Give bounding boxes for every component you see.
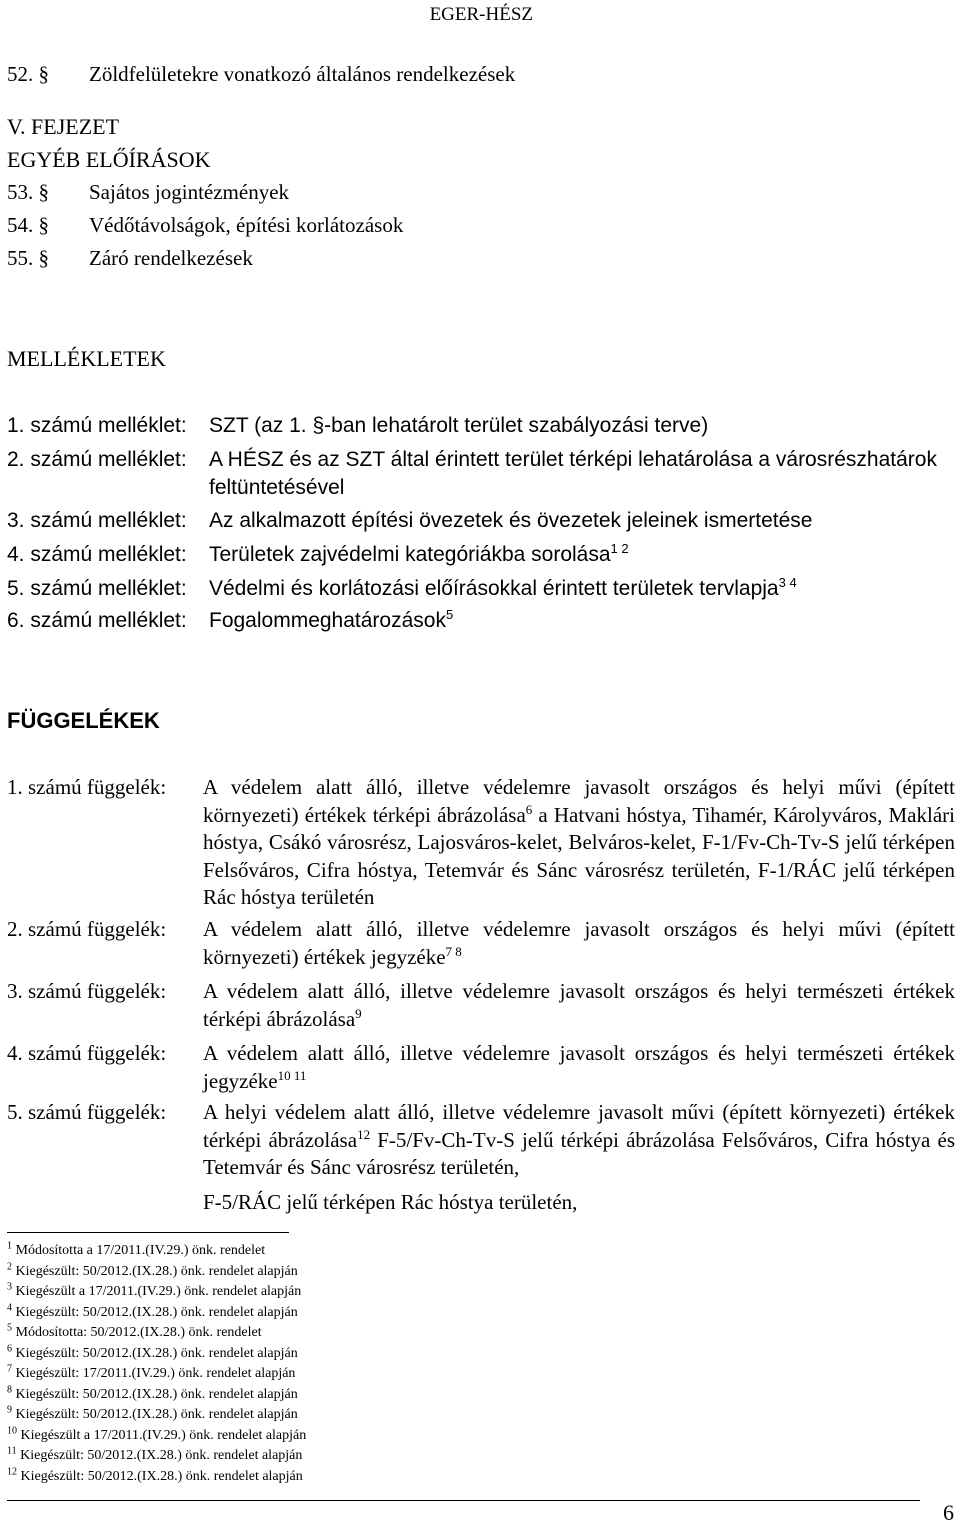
fuggelek-label: 4. számú függelék: (7, 1041, 167, 1065)
chapter-title: EGYÉB ELŐÍRÁSOK (7, 147, 211, 172)
fuggelek-item (7, 1040, 955, 1095)
page-number: 6 (943, 1500, 954, 1525)
footnote-separator (7, 1232, 289, 1233)
section-number: 52. § (7, 62, 49, 86)
fuggelek-text (203, 1099, 955, 1182)
melleklet-label: 1. számú melléklet: (7, 414, 187, 437)
melleklet-item (7, 448, 937, 472)
section-item (7, 213, 403, 238)
footnote-ref: 3 4 (778, 575, 797, 590)
section-label: Záró rendelkezések (89, 246, 253, 270)
melleklet-text: Védelmi és korlátozási előírásokkal érintett területek tervlapja (209, 577, 779, 600)
fuggelek-text-a: A védelem alatt álló, illetve védelemre javasolt országos és helyi természeti értékek jegyzéke (203, 1041, 955, 1093)
section-item (7, 246, 253, 271)
footnote-text: Kiegészült: 50/2012.(IX.28.) önk. rendelet alapján (15, 1386, 298, 1402)
melleklet-label: 2. számú melléklet: (7, 448, 187, 471)
melleklet-item (7, 543, 629, 567)
footnote-text: Kiegészült: 50/2012.(IX.28.) önk. rendelet alapján (15, 1407, 298, 1422)
fuggelekek-heading: FÜGGELÉKEK (7, 708, 160, 733)
melleklet-text-continued: feltüntetésével (209, 476, 345, 499)
section-label: Védőtávolságok, építési korlátozások (89, 213, 404, 237)
footnote-ref: 5 (445, 607, 454, 622)
footnote (7, 1282, 306, 1303)
mellekletek-heading: MELLÉKLETEK (7, 346, 166, 371)
footnote-text: Kiegészült a 17/2011.(IV.29.) önk. rendelet alapján (15, 1284, 302, 1299)
melleklet-item (7, 609, 453, 633)
footnote-text: Kiegészült: 50/2012.(IX.28.) önk. rendelet alapján (20, 1468, 303, 1484)
section-number: 55. § (7, 246, 49, 270)
melleklet-label: 3. számú melléklet: (7, 509, 187, 532)
footnote-text: Módosította a 17/2011.(IV.29.) önk. rendelet (15, 1243, 266, 1258)
section-label: Zöldfelületekre vonatkozó általános rendelkezések (89, 62, 516, 86)
footnote-number: 12 (7, 1465, 17, 1477)
footnote (7, 1241, 306, 1262)
footnote (7, 1405, 306, 1426)
fuggelek-text-b: a Hatvani hóstya, Tihamér, Károlyváros, Maklári hóstya, Csákó városrész, Lajosváros-kelet, Belváros-kelet, F-1/Fv-Ch-Tv-S jelű térképen Felsőváros, Cifra hóstya, Tetemvár és Sánc városrész területén, F-1/RÁC jelű térképen Rác hóstya területén (203, 802, 955, 909)
fuggelek-item (7, 774, 955, 912)
fuggelek-label: 1. számú függelék: (7, 775, 167, 799)
footnote-text: Kiegészült: 50/2012.(IX.28.) önk. rendelet alapján (15, 1345, 298, 1361)
footnote-number: 2 (7, 1260, 12, 1272)
footnote (7, 1426, 306, 1447)
footnote (7, 1303, 306, 1324)
footnote-text: Kiegészült: 50/2012.(IX.28.) önk. rendelet alapján (15, 1263, 298, 1279)
fuggelek-label: 3. számú függelék: (7, 979, 167, 1003)
fuggelek-text (203, 1040, 955, 1095)
footnote (7, 1446, 306, 1467)
section-item (7, 62, 515, 87)
melleklet-text: Az alkalmazott építési övezetek és övezetek jeleinek ismertetése (209, 509, 813, 532)
melleklet-text: Területek zajvédelmi kategóriákba sorolása (209, 543, 611, 566)
fuggelek-item (7, 978, 955, 1033)
fuggelek-extra-line: F-5/RÁC jelű térképen Rác hóstya területén, (203, 1190, 578, 1214)
fuggelek-text (203, 916, 955, 971)
footnote-number: 5 (7, 1322, 12, 1334)
footnote-text: Módosította: 50/2012.(IX.28.) önk. rendelet (15, 1325, 262, 1340)
footnote-text: Kiegészült: 50/2012.(IX.28.) önk. rendelet alapján (15, 1304, 298, 1320)
melleklet-item (7, 577, 797, 601)
footnote-number: 7 (7, 1363, 12, 1375)
fuggelek-item (7, 916, 955, 971)
footnote (7, 1467, 306, 1488)
footnote-number: 8 (7, 1383, 12, 1395)
footnote (7, 1385, 306, 1406)
footnote-ref: 9 (355, 1005, 362, 1021)
footnote-ref: 12 (357, 1126, 371, 1142)
footnote-number: 10 (7, 1424, 17, 1436)
footnote-number: 6 (7, 1342, 12, 1354)
section-number: 53. § (7, 180, 49, 204)
running-header: EGER-HÉSZ (429, 4, 533, 25)
footnote (7, 1344, 306, 1365)
footnote-number: 11 (7, 1445, 17, 1457)
footnote-number: 3 (7, 1281, 12, 1293)
footnote-text: Kiegészült: 17/2011.(IV.29.) önk. rendelet alapján (15, 1366, 296, 1381)
bottom-rule (7, 1500, 920, 1501)
section-label: Sajátos jogintézmények (89, 180, 290, 204)
fuggelek-text-a: A védelem alatt álló, illetve védelemre javasolt országos és helyi művi (épített környezeti) értékek térképi ábrázolása (203, 775, 955, 827)
footnote-ref: 6 (525, 801, 533, 817)
footnote-text: Kiegészült: 50/2012.(IX.28.) önk. rendelet alapján (20, 1448, 303, 1463)
footnote-ref: 7 8 (445, 943, 462, 959)
fuggelek-text-a: A helyi védelem alatt álló, illetve védelemre javasolt művi (épített környezeti) értékek térképi ábrázolása (203, 1100, 955, 1152)
melleklet-label: 6. számú melléklet: (7, 609, 187, 632)
fuggelek-text (203, 978, 955, 1033)
fuggelek-item (7, 1099, 955, 1182)
fuggelek-text-b: F-5/Fv-Ch-Tv-S jelű térképi ábrázolása Felsőváros, Cifra hóstya és Tetemvár és Sánc városrész területén, (203, 1127, 955, 1179)
fuggelek-text-a: A védelem alatt álló, illetve védelemre javasolt országos és helyi természeti értékek térképi ábrázolása (203, 979, 955, 1031)
fuggelek-label: 5. számú függelék: (7, 1100, 167, 1124)
melleklet-item (7, 414, 708, 438)
footnote-number: 1 (7, 1240, 12, 1252)
fuggelek-label: 2. számú függelék: (7, 917, 167, 941)
fuggelek-text-a: A védelem alatt álló, illetve védelemre javasolt országos és helyi művi (épített környezeti) értékek jegyzéke (203, 917, 955, 969)
melleklet-label: 5. számú melléklet: (7, 577, 187, 600)
footnote-ref: 10 11 (277, 1067, 307, 1083)
footnote (7, 1323, 306, 1344)
fuggelek-text (203, 774, 955, 912)
footnote-text: Kiegészült a 17/2011.(IV.29.) önk. rendelet alapján (20, 1427, 307, 1443)
melleklet-text: Fogalommeghatározások (209, 609, 446, 632)
melleklet-label: 4. számú melléklet: (7, 543, 187, 566)
footnote-number: 9 (7, 1404, 12, 1416)
footnote (7, 1262, 306, 1283)
section-item (7, 180, 289, 205)
footnote (7, 1364, 306, 1385)
melleklet-item (7, 509, 812, 533)
melleklet-text: SZT (az 1. §-ban lehatárolt terület szabályozási terve) (209, 414, 709, 437)
melleklet-text: A HÉSZ és az SZT által érintett terület térképi lehatárolása a városrészhatárok (209, 448, 937, 471)
footnote-ref: 1 2 (610, 541, 629, 556)
section-number: 54. § (7, 213, 49, 237)
footnote-number: 4 (7, 1301, 12, 1313)
chapter-roman: V. FEJEZET (7, 114, 120, 139)
footnote-list (7, 1241, 306, 1487)
